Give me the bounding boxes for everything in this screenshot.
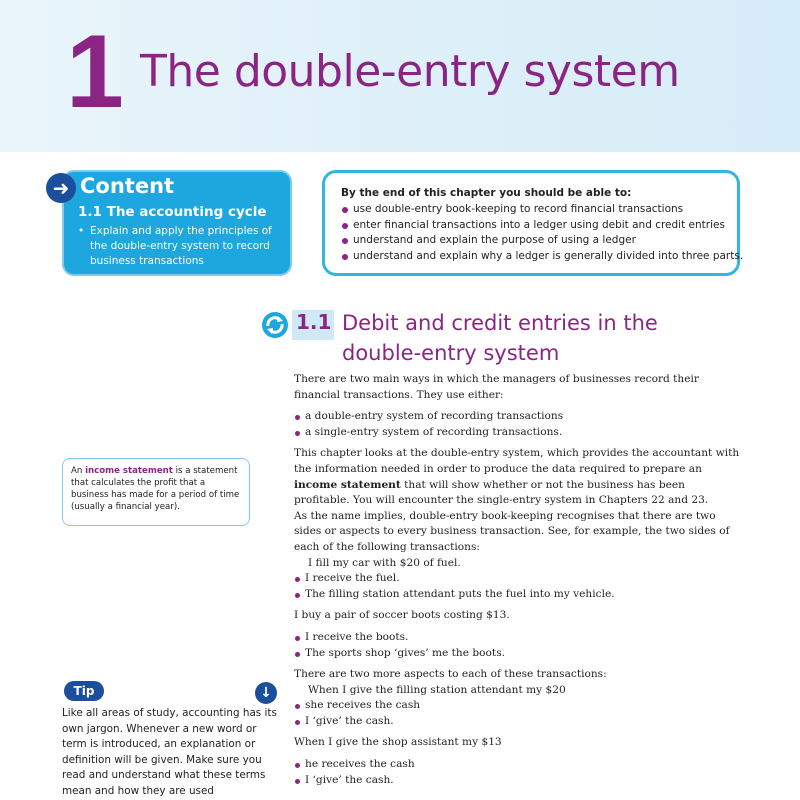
example-line: I fill my car with $20 of fuel. <box>308 556 461 569</box>
list-item: I ‘give’ the cash. <box>294 714 744 730</box>
content-subheading: 1.1 The accounting cycle <box>78 204 267 220</box>
tip-text: Like all areas of study, accounting has its own jargon. Whenever a new word or term is introduced, an explanation or definition will be given. Make sure you read and understand what these terms mean and how they are used <box>62 707 277 797</box>
recycle-arrows-icon <box>262 312 288 338</box>
example-line: When I give the shop assistant my $13 <box>294 736 502 749</box>
objectives-box <box>322 170 744 276</box>
paragraph: There are two more aspects to each of these transactions: <box>294 668 607 681</box>
objective-item: enter financial transactions into a ledger using debit and credit entries <box>341 218 737 234</box>
arrow-down-icon: ↓ <box>255 682 277 704</box>
body-text <box>294 372 744 788</box>
list-item: The sports shop ‘gives’ me the boots. <box>294 646 744 662</box>
tip-badge: Tip <box>64 681 104 701</box>
list-item: a single-entry system of recording transactions. <box>294 425 744 441</box>
definition-box: An income statement is a statement that calculates the profit that a business has made for a period of time (usually a financial year). <box>62 458 250 526</box>
paragraph: There are two main ways in which the managers of businesses record their financial transactions. They use either: <box>294 373 699 401</box>
chapter-number: 1 <box>66 14 124 130</box>
example-line: I buy a pair of soccer boots costing $13. <box>294 609 510 622</box>
list-item: a double-entry system of recording transactions <box>294 409 744 425</box>
definition-term: income statement <box>85 466 173 476</box>
paragraph: As the name implies, double-entry book-keeping recognises that there are two sides or aspects to every business transaction. See, for example, the two sides of each of the following transactions: <box>294 509 730 553</box>
content-heading: Content <box>80 174 175 198</box>
list-item: The filling station attendant puts the fuel into my vehicle. <box>294 587 744 603</box>
arrow-right-icon: ➜ <box>46 173 76 203</box>
list-item: I receive the fuel. <box>294 571 744 587</box>
objectives-list <box>341 202 744 264</box>
list-item: she receives the cash <box>294 698 744 714</box>
objective-item: understand and explain the purpose of using a ledger <box>341 233 737 249</box>
section-title: Debit and credit entries in the double-entry system <box>342 311 658 365</box>
glossary-term: income statement <box>294 478 401 491</box>
objective-item: understand and explain why a ledger is generally divided into three parts. <box>341 249 737 265</box>
list-item: I receive the boots. <box>294 630 744 646</box>
paragraph: This chapter looks at the double-entry system, which provides the accountant with the information needed in order to produce the data required to prepare an income statement that will show whether or not the business has been profitable. You will encounter the single-entry system in Chapters 22 and 23. <box>294 447 740 507</box>
list-item: he receives the cash <box>294 757 744 773</box>
example-line: When I give the filling station attendant my $20 <box>308 683 566 696</box>
list-item: I ‘give’ the cash. <box>294 773 744 789</box>
chapter-title: The double-entry system <box>140 46 680 97</box>
content-bullet: • Explain and apply the principles of the double-entry system to record business transactions <box>78 224 284 269</box>
section-number: 1.1 <box>296 310 332 334</box>
objectives-heading: By the end of this chapter you should be able to: <box>341 187 632 199</box>
objective-item: use double-entry book-keeping to record financial transactions <box>341 202 737 218</box>
